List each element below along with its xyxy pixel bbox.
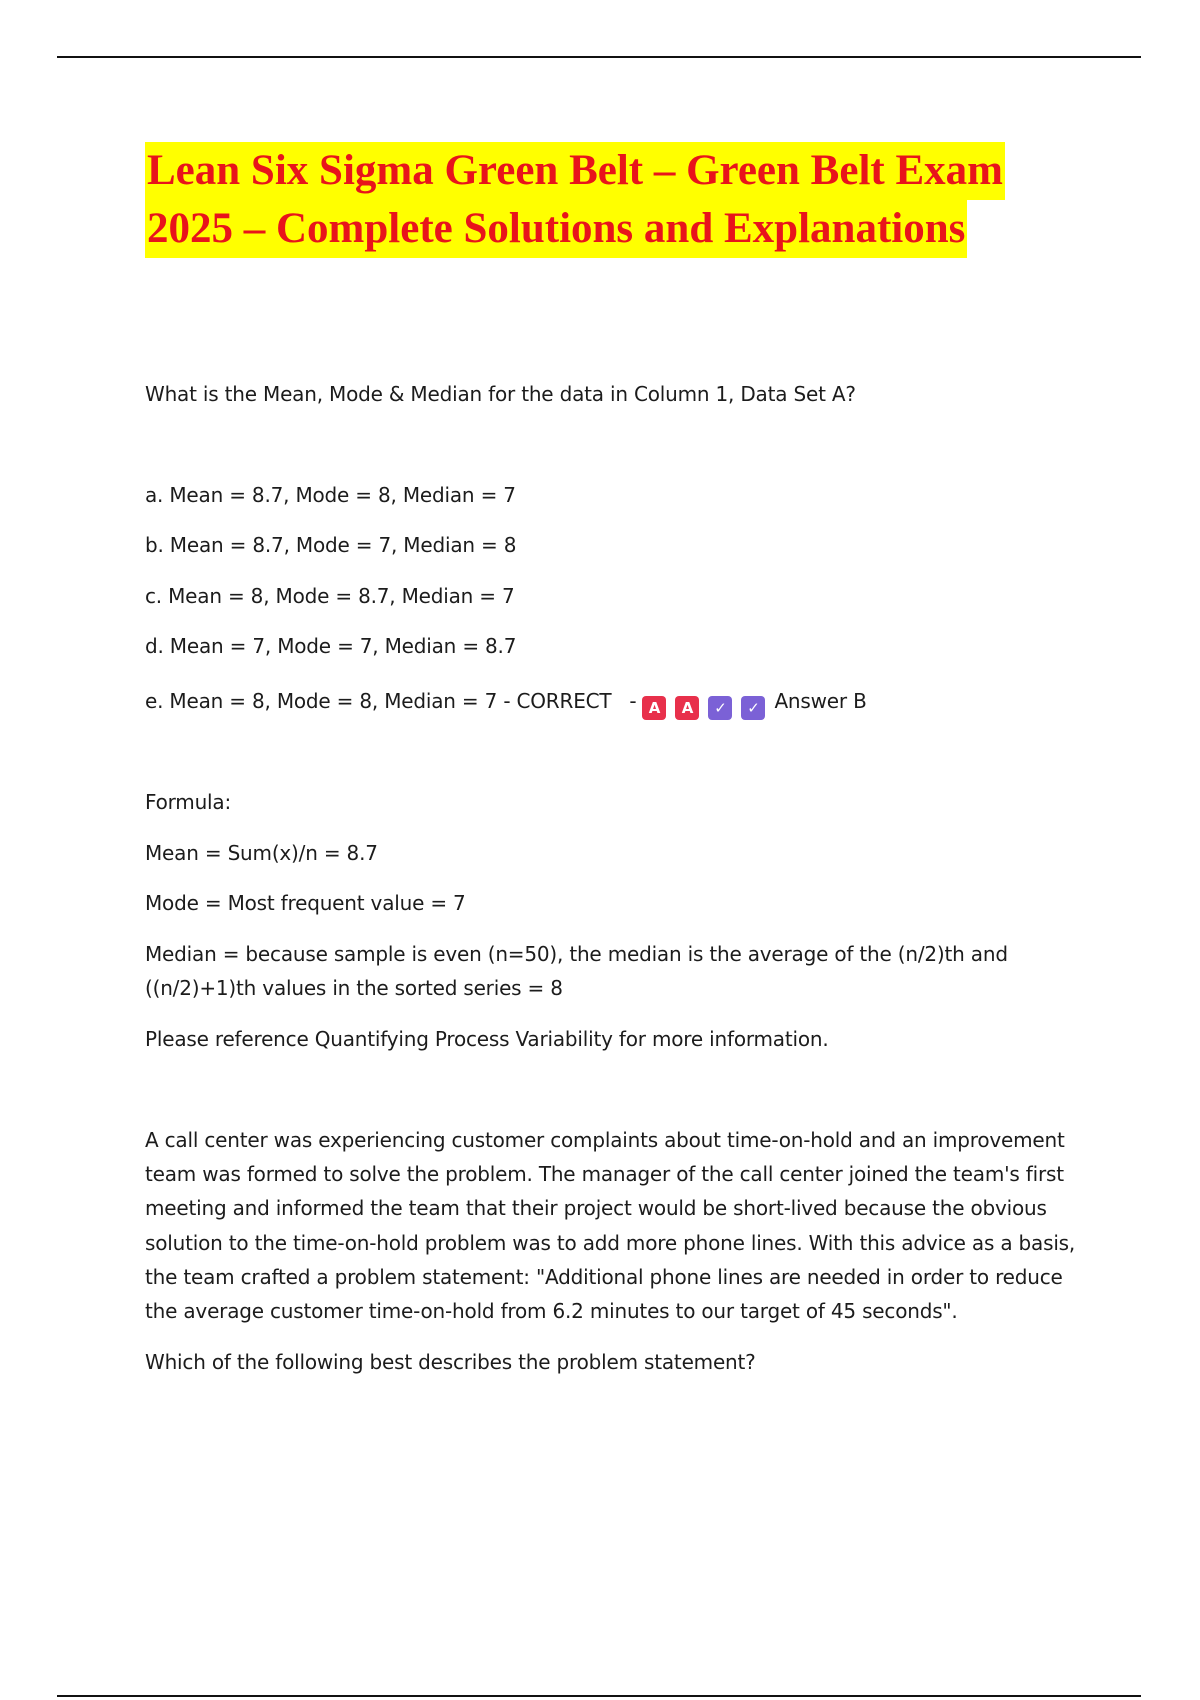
answer-dash: - <box>629 689 637 713</box>
option-c: c. Mean = 8, Mode = 8.7, Median = 7 <box>145 584 515 608</box>
checkbox-checked-icon: ✓ <box>708 696 732 720</box>
letter-a-icon: A <box>675 696 699 720</box>
option-e <box>145 684 867 720</box>
reference-note: Please reference Quantifying Process Variability for more information. <box>145 1027 829 1051</box>
option-b: b. Mean = 8.7, Mode = 7, Median = 8 <box>145 533 517 557</box>
option-e-label: e. Mean = 8, Mode = 8, Median = 7 - CORRECT <box>145 689 612 713</box>
median-formula-line-2: ((n/2)+1)th values in the sorted series = 8 <box>145 976 563 1000</box>
scenario-line-6: the average customer time-on-hold from 6.2 minutes to our target of 45 seconds". <box>145 1299 958 1323</box>
mean-formula: Mean = Sum(x)/n = 8.7 <box>145 841 378 865</box>
mode-formula: Mode = Most frequent value = 7 <box>145 891 466 915</box>
option-a: a. Mean = 8.7, Mode = 8, Median = 7 <box>145 483 516 507</box>
letter-a-icon: A <box>642 696 666 720</box>
formula-label: Formula: <box>145 790 232 814</box>
top-divider <box>57 56 1141 58</box>
scenario-line-4: solution to the time-on-hold problem was to add more phone lines. With this advice as a basis, <box>145 1231 1076 1255</box>
bottom-divider <box>57 1695 1141 1697</box>
title-line-1: Lean Six Sigma Green Belt – Green Belt Exam <box>145 142 1005 200</box>
scenario-line-5: the team crafted a problem statement: "Additional phone lines are needed in order to reduce <box>145 1265 1063 1289</box>
answer-text: Answer B <box>774 689 867 713</box>
question-2-prompt: Which of the following best describes the problem statement? <box>145 1350 756 1374</box>
scenario-line-2: team was formed to solve the problem. The manager of the call center joined the team's first <box>145 1162 1064 1186</box>
median-formula-line-1: Median = because sample is even (n=50), the median is the average of the (n/2)th and <box>145 942 1008 966</box>
option-d: d. Mean = 7, Mode = 7, Median = 8.7 <box>145 634 517 658</box>
scenario-line-1: A call center was experiencing customer complaints about time-on-hold and an improvement <box>145 1128 1065 1152</box>
title-line-2: 2025 – Complete Solutions and Explanations <box>145 200 967 258</box>
checkbox-checked-icon: ✓ <box>741 696 765 720</box>
document-title <box>145 142 1105 258</box>
question-1-prompt: What is the Mean, Mode & Median for the data in Column 1, Data Set A? <box>145 382 856 406</box>
scenario-line-3: meeting and informed the team that their project would be short-lived because the obvious <box>145 1196 1047 1220</box>
